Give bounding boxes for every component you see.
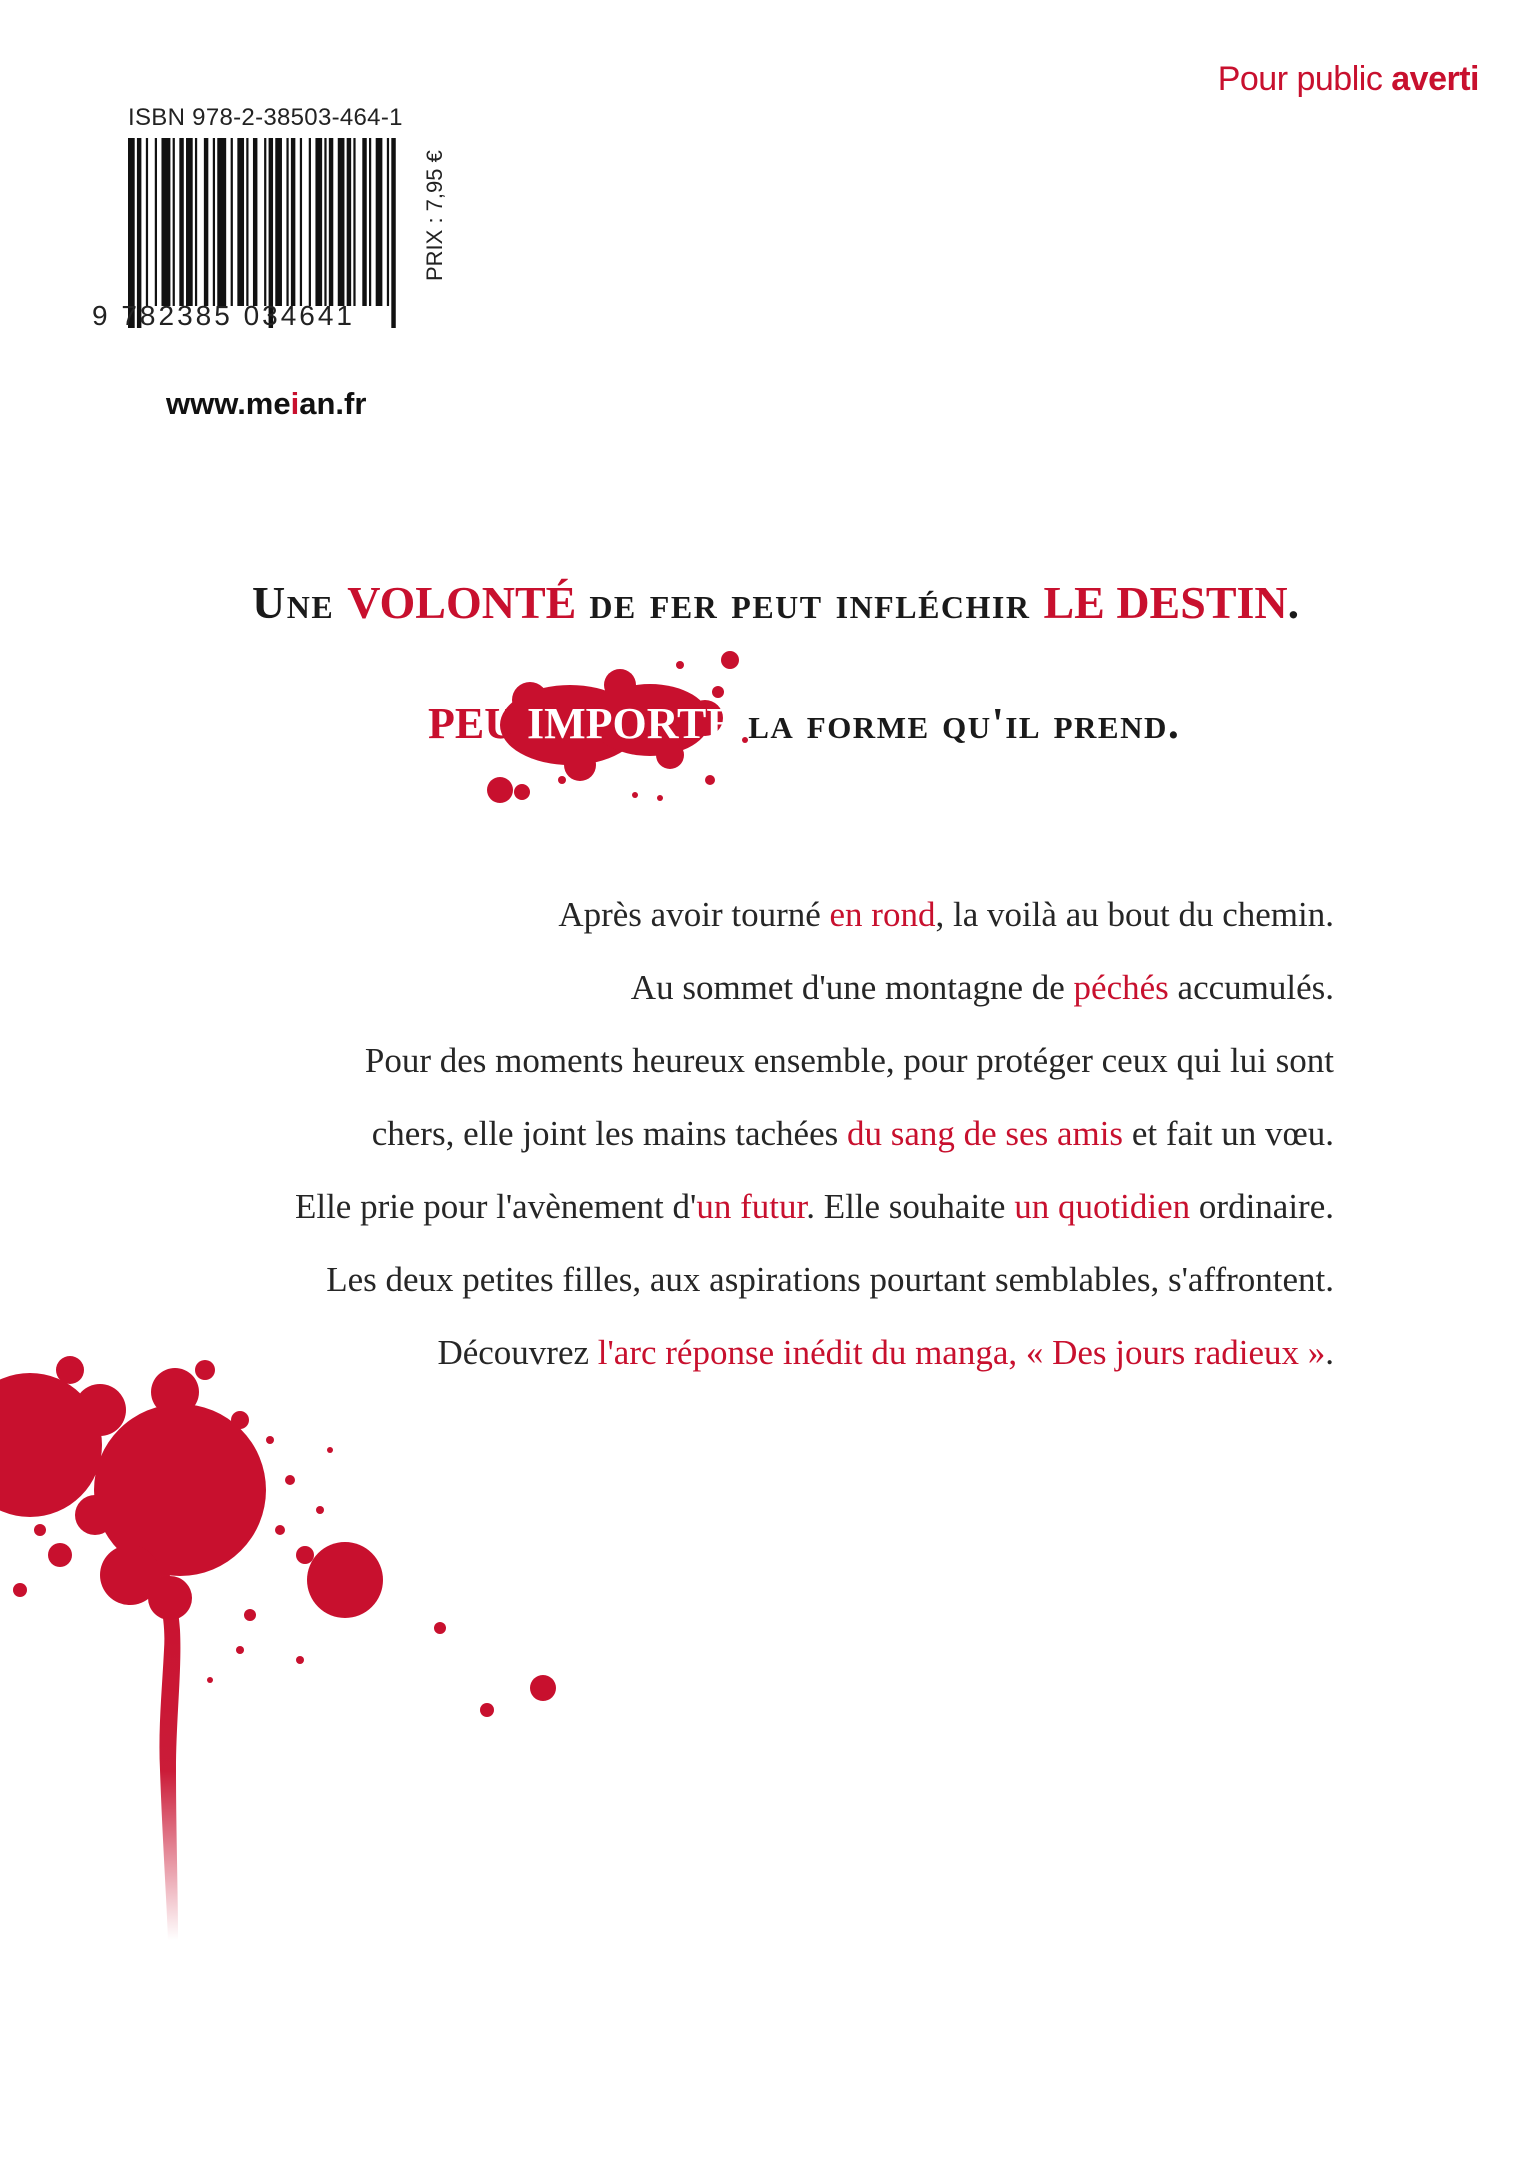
barcode-bar [347, 138, 351, 306]
synopsis-highlight: un quotidien [1014, 1187, 1191, 1226]
barcode-bar [246, 138, 248, 306]
synopsis-text: Pour des moments heureux ensemble, pour protéger ceux qui lui sont [364, 1041, 1334, 1080]
synopsis-highlight: du sang de ses amis [846, 1114, 1124, 1153]
website-part-3: an.fr [299, 386, 367, 421]
audience-rating [1218, 60, 1479, 99]
barcode-bar [369, 138, 371, 306]
tagline-1-part-d: LE DESTIN [1043, 577, 1288, 628]
barcode-bar [253, 138, 257, 306]
synopsis-highlight: un futur [696, 1187, 807, 1226]
synopsis-text: , la voilà au bout du chemin. [935, 895, 1334, 934]
tagline-1-part-c: de fer peut infléchir [576, 577, 1044, 628]
blood-drop-small-icon [475, 1698, 499, 1722]
barcode-bar [213, 138, 215, 306]
synopsis-text: et fait un vœu. [1123, 1114, 1334, 1153]
synopsis-highlight: péchés [1073, 968, 1169, 1007]
barcode-bar [315, 138, 322, 306]
isbn-label: ISBN 978-2-38503-464-1 [128, 104, 403, 131]
synopsis-text: . Elle souhaite [806, 1187, 1015, 1226]
tagline-line-2 [428, 698, 1180, 749]
barcode-bar [329, 138, 333, 306]
synopsis-highlight: en rond [829, 895, 936, 934]
synopsis-text: Elle prie pour l'avènement d' [294, 1187, 697, 1226]
barcode-digits: 9 782385 034641 [92, 300, 355, 331]
synopsis-text: Au sommet d'une montagne de [630, 968, 1074, 1007]
synopsis-text: chers, elle joint les mains tachées [371, 1114, 847, 1153]
blood-drop-icon [525, 1670, 565, 1710]
synopsis-text: Découvrez [437, 1333, 598, 1372]
barcode-bar [286, 138, 288, 306]
barcode-bar [376, 138, 383, 306]
synopsis-line [84, 1170, 1334, 1243]
tagline-2-part-b: IMPORTE [527, 699, 736, 748]
tagline-1-part-b: VOLONTÉ [347, 577, 577, 628]
barcode-bar [264, 138, 266, 306]
synopsis-text: Les deux petites filles, aux aspirations pourtant semblables, s'affrontent. [326, 1260, 1334, 1299]
synopsis-text: Après avoir tourné [558, 895, 830, 934]
barcode-bar [291, 138, 295, 306]
barcode-bar [237, 138, 244, 306]
barcode-bar [231, 138, 233, 306]
barcode-bar [146, 138, 148, 306]
barcode-bar [353, 138, 355, 306]
barcode-bar [300, 138, 302, 306]
rating-prefix: Pour public [1217, 60, 1392, 98]
website-part-1: www.me [166, 386, 291, 421]
barcode-bar [173, 138, 175, 306]
synopsis-text: accumulés. [1168, 968, 1334, 1007]
publisher-website[interactable] [166, 386, 366, 422]
synopsis-text: ordinaire. [1190, 1187, 1334, 1226]
synopsis-highlight: l'arc réponse inédit du manga, « Des jours radieux » [597, 1333, 1326, 1372]
synopsis-text: . [1325, 1333, 1334, 1372]
synopsis-line [84, 1243, 1334, 1316]
barcode-bar [362, 138, 366, 306]
synopsis [84, 878, 1334, 1389]
barcode-bar [338, 138, 345, 306]
barcode-bar [217, 138, 226, 306]
tagline-2-part-a: PEU [428, 699, 527, 748]
barcode-bar [195, 138, 197, 306]
barcode-bar [155, 138, 157, 306]
barcode-bar [161, 138, 170, 306]
barcode-bar [179, 138, 183, 306]
tagline-line-1 [252, 576, 1299, 629]
synopsis-line [84, 878, 1334, 951]
tagline-1-part-a: Une [252, 577, 348, 628]
synopsis-line [84, 951, 1334, 1024]
barcode-bar [387, 138, 389, 306]
synopsis-line [84, 1097, 1334, 1170]
barcode-bar [275, 138, 282, 306]
barcode-bar [309, 138, 311, 306]
synopsis-line [84, 1024, 1334, 1097]
price-label: PRIX : 7,95 € [422, 150, 447, 282]
tagline-1-part-e: . [1287, 577, 1300, 628]
rating-emphasis: averti [1391, 60, 1479, 98]
barcode-bar [204, 138, 208, 306]
website-part-2: i [290, 386, 300, 421]
tagline-2-part-c: la forme qu'il prend. [735, 699, 1181, 748]
barcode-bar [324, 138, 326, 306]
blood-splatter-drip-icon [0, 1330, 480, 1950]
barcode-bar [186, 138, 193, 306]
